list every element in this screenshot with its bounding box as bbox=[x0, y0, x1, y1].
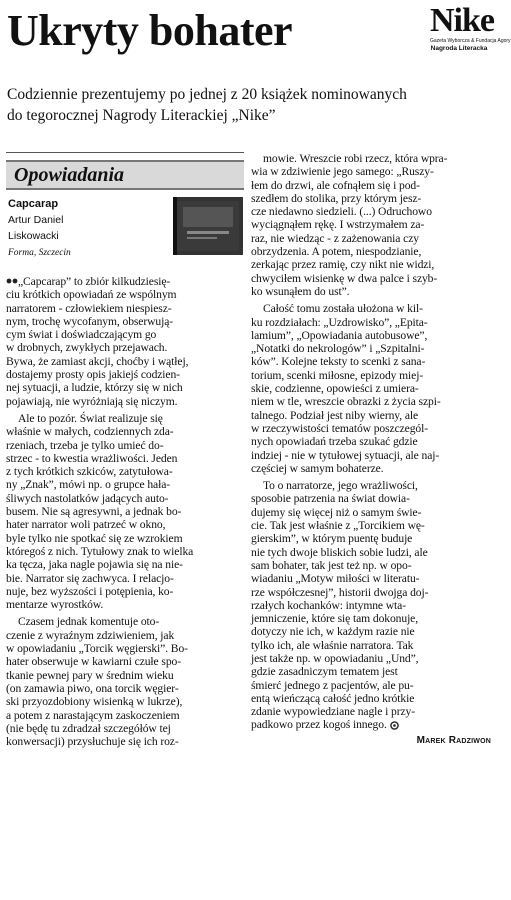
text-line bbox=[251, 272, 491, 285]
text-line bbox=[251, 652, 491, 665]
text-line-content: entą wieńczącą całość jedno krótkie bbox=[251, 691, 415, 705]
text-line-content: jest także np. w opowiadaniu „Und”, bbox=[251, 651, 419, 665]
text-line bbox=[251, 329, 491, 342]
text-line bbox=[6, 368, 244, 381]
text-line bbox=[6, 355, 244, 368]
text-line-content: talnego. Podział jest niby wierny, ale bbox=[251, 408, 419, 422]
text-line-content: wia w zdziwienie jego samego: „Ruszy- bbox=[251, 165, 434, 179]
text-line bbox=[251, 205, 491, 218]
lead-line: do tegorocznej Nagrody Literackiej „Nike” bbox=[7, 107, 276, 124]
text-line-content: nych opowiadań trzeba szukać gdzie bbox=[251, 435, 418, 449]
article-lead bbox=[7, 84, 487, 128]
text-line bbox=[251, 369, 491, 382]
text-line-content: cym świat i doświadczającym go bbox=[6, 328, 157, 342]
text-line bbox=[6, 288, 244, 301]
text-line bbox=[6, 629, 244, 642]
text-line bbox=[251, 245, 491, 258]
text-line-content: ny „Znak”, mówi np. o grupce hała- bbox=[6, 478, 171, 492]
text-line bbox=[6, 598, 244, 611]
text-line bbox=[251, 559, 491, 572]
text-line-content: a potem z narastającym zaskoczeniem bbox=[6, 708, 180, 722]
text-line bbox=[6, 545, 244, 558]
text-line-content: Czasem jednak komentuje oto- bbox=[18, 615, 160, 629]
text-line bbox=[251, 506, 491, 519]
text-line-content: ka tęcza, jaka nagle pojawia się na nie- bbox=[6, 558, 183, 572]
text-line-content: cie. Tak jest właśnie z „Torcikiem wę- bbox=[251, 519, 425, 533]
text-line-content: torium, scenki miłosne, epizody miej- bbox=[251, 368, 424, 382]
logo-tagline: Gazeta Wyborcza & Fundacja Agory bbox=[430, 38, 511, 44]
text-line-content: dostajemy prosty opis jakiejś codzien- bbox=[6, 368, 180, 382]
text-line-content: byle tylko nie spotkać się ze wzrokiem bbox=[6, 531, 183, 545]
text-line bbox=[6, 425, 244, 438]
author-byline: Marek Radziwon bbox=[416, 734, 491, 746]
text-line-content: tkanie pewnej pary w średnim wieku bbox=[6, 668, 174, 682]
lead-line: Codziennie prezentujemy po jednej z 20 książek nominowanych bbox=[7, 86, 407, 103]
author-line: Liskowacki bbox=[8, 230, 59, 242]
text-line bbox=[251, 625, 491, 638]
text-line bbox=[251, 639, 491, 652]
text-line bbox=[251, 302, 491, 315]
text-line bbox=[251, 192, 491, 205]
text-line bbox=[251, 422, 491, 435]
text-line-content: skie, codzienne, opowieści z umiera- bbox=[251, 382, 419, 396]
text-line-content: rzeniach, trzeba je tylko umieć do- bbox=[6, 438, 164, 452]
text-line bbox=[251, 258, 491, 271]
text-line bbox=[6, 381, 244, 394]
text-line bbox=[251, 612, 491, 625]
text-line-content: ków”. Kolejne teksty to scenki z sana- bbox=[251, 355, 426, 369]
text-line-content: dujemy się więcej niż o samym świe- bbox=[251, 505, 422, 519]
text-line-content: wiadaniu „Motyw miłości w literatu- bbox=[251, 572, 420, 586]
text-line-content: w drobnych, zwykłych przejawach. bbox=[6, 341, 168, 355]
text-line-content: konwersacji) przysłuchuje się ich roz- bbox=[6, 735, 179, 749]
text-line-content: w opowiadaniu „Torcik węgierski”. Bo- bbox=[6, 642, 188, 656]
text-line-content: indziej - nie w tytułowej sytuacji, ale naj- bbox=[251, 448, 440, 462]
right-column bbox=[251, 152, 491, 748]
text-line-content: zdanie wypowiedziane nagle i przy- bbox=[251, 705, 415, 719]
end-of-article-icon bbox=[390, 721, 399, 730]
text-line bbox=[6, 585, 244, 598]
text-line-content: tylko ich, ale właśnie narratora. Tak bbox=[251, 638, 414, 652]
book-info-box bbox=[6, 152, 244, 266]
text-line-content: jemniczenie, które się tam dokonuje, bbox=[251, 612, 419, 626]
text-line bbox=[6, 615, 244, 628]
text-line bbox=[251, 492, 491, 505]
text-line-content: mentarze wyrostków. bbox=[6, 598, 104, 612]
text-line-content: ciu krótkich opowiadań ze wspólnym bbox=[6, 288, 177, 302]
text-line-content: cze niedawno siedzieli. (...) Odruchowo bbox=[251, 205, 432, 219]
text-line bbox=[6, 505, 244, 518]
text-line bbox=[251, 152, 491, 165]
text-line-content: nej sytuacji, a ludzie, którzy się w nich bbox=[6, 381, 183, 395]
text-line bbox=[251, 462, 491, 475]
text-line bbox=[251, 705, 491, 718]
text-line-content: padkowo przez kogoś innego. bbox=[251, 718, 387, 732]
text-line bbox=[251, 218, 491, 231]
text-line bbox=[6, 722, 244, 735]
text-line bbox=[6, 572, 244, 585]
text-line-content: bie. Narrator się zachwyca. I relacjo- bbox=[6, 571, 174, 585]
text-line bbox=[251, 179, 491, 192]
text-line bbox=[6, 315, 244, 328]
right-body-text bbox=[251, 152, 491, 732]
book-title: Capcarap bbox=[8, 198, 59, 210]
text-line bbox=[6, 395, 244, 408]
text-line bbox=[251, 586, 491, 599]
text-line bbox=[251, 435, 491, 448]
text-line-content: lamium”, „Opowiadania autobusowe”, bbox=[251, 328, 428, 342]
text-line-content: nuje, bez wyższości i potępienia, ko- bbox=[6, 584, 174, 598]
text-line bbox=[251, 355, 491, 368]
text-line bbox=[251, 449, 491, 462]
text-line bbox=[6, 669, 244, 682]
text-line bbox=[251, 232, 491, 245]
text-line bbox=[251, 342, 491, 355]
text-line bbox=[251, 479, 491, 492]
text-line bbox=[6, 532, 244, 545]
text-line-content: wyciągnąłem rękę. I wstrzymałem za- bbox=[251, 218, 425, 232]
author-line: Artur Daniel bbox=[8, 214, 64, 226]
text-line-content: sposobie patrzenia na świat dowia- bbox=[251, 492, 410, 506]
text-line bbox=[6, 452, 244, 465]
text-line-content: śliwych nastolatków jadących auto- bbox=[6, 491, 169, 505]
text-line-content: chwyciłem wisienkę w dwa palce i szyb- bbox=[251, 271, 438, 285]
text-line-content: z tych krótkich szkiców, zatytułowa- bbox=[6, 465, 173, 479]
text-line-content: gierskim”, w którym puentę buduje bbox=[251, 532, 413, 546]
text-line bbox=[251, 409, 491, 422]
text-line-content: pojawiają, nie wyróżniają się niczym. bbox=[6, 394, 178, 408]
text-line bbox=[6, 695, 244, 708]
text-line bbox=[6, 558, 244, 571]
text-line bbox=[6, 478, 244, 491]
text-line-content: „Capcarap” to zbiór kilkudziesię- bbox=[18, 275, 171, 288]
text-line-content: ko wsunąłem do ust”. bbox=[251, 284, 350, 298]
text-line-content: mowie. Wreszcie robi rzecz, która wpra- bbox=[263, 152, 448, 165]
text-line-content: gdzie zasadniczym tematem jest bbox=[251, 665, 398, 679]
text-line bbox=[251, 665, 491, 678]
text-line-content: (nie będę tu zdradzał szczegółów tej bbox=[6, 721, 171, 735]
text-line-content: strzec - to kwestia wrażliwości. Jeden bbox=[6, 451, 178, 465]
text-line-content: ski przyozdobiony wisienką w lukrze), bbox=[6, 695, 183, 709]
paragraph-start-bullet-icon bbox=[6, 278, 18, 284]
text-line-content: śmierć jednego z pacjentów, ale pu- bbox=[251, 678, 414, 692]
text-line-content: czenie z wyraźnym zdziwieniem, jak bbox=[6, 628, 175, 642]
text-line-content: któregoś z nich. Tytułowy znak to wielka bbox=[6, 544, 194, 558]
text-line bbox=[251, 599, 491, 612]
text-line-content: zerkając przez ramię, czy nikt nie widzi, bbox=[251, 258, 435, 272]
text-line bbox=[251, 692, 491, 705]
text-line bbox=[251, 519, 491, 532]
text-line bbox=[6, 709, 244, 722]
text-line-content: nie tych dwoje bliskich sobie ludzi, ale bbox=[251, 545, 428, 559]
text-line-content: sam bohater, tak jest też np. w opo- bbox=[251, 558, 412, 572]
text-line-content: narratorem - człowiekiem niespiesz- bbox=[6, 301, 172, 315]
text-line-content: To o narratorze, jego wrażliwości, bbox=[263, 479, 418, 493]
book-author bbox=[8, 212, 63, 244]
text-line-content: dotyczy nie ich, w każdym razie nie bbox=[251, 625, 415, 639]
text-line-content: rzałych kochanków: intymne wta- bbox=[251, 598, 406, 612]
text-line bbox=[6, 655, 244, 668]
text-line bbox=[251, 679, 491, 692]
logo-subtitle: Nagroda Literacka bbox=[430, 45, 488, 52]
text-line bbox=[6, 328, 244, 341]
text-line-content: „Notatki do nekrologów” i „Szpitalni- bbox=[251, 342, 425, 356]
text-line-content: właśnie w małych, codziennych zda- bbox=[6, 425, 174, 439]
text-line bbox=[6, 341, 244, 354]
book-publisher: Forma, Szczecin bbox=[8, 248, 71, 258]
left-body-text bbox=[6, 275, 244, 748]
text-line-content: Całość tomu została ułożona w kil- bbox=[263, 302, 423, 316]
text-line bbox=[251, 285, 491, 298]
text-line bbox=[6, 735, 244, 748]
text-line-content: obrzydzenia. A potem, niespodzianie, bbox=[251, 245, 422, 259]
text-line bbox=[6, 492, 244, 505]
text-line bbox=[251, 532, 491, 545]
text-line-content: niem w tle, wreszcie obrazki z życia szpi- bbox=[251, 395, 441, 409]
text-line bbox=[251, 718, 491, 731]
text-line bbox=[251, 165, 491, 178]
left-column bbox=[6, 152, 244, 748]
text-line-content: (on zamawia piwo, ona torcik węgier- bbox=[6, 681, 179, 695]
text-line bbox=[251, 546, 491, 559]
text-line bbox=[6, 275, 244, 288]
text-line-content: nym, trochę wycofanym, obserwują- bbox=[6, 314, 174, 328]
text-line bbox=[6, 642, 244, 655]
text-line-content: częściej w samym bohaterze. bbox=[251, 461, 384, 475]
text-line-content: w rzeczywistości tematów poszczegól- bbox=[251, 421, 428, 435]
logo-word: Nike bbox=[430, 2, 494, 39]
text-line bbox=[6, 465, 244, 478]
section-title: Opowiadania bbox=[6, 160, 244, 190]
text-line bbox=[6, 302, 244, 315]
nike-logo bbox=[430, 2, 511, 62]
text-line-content: łem do drzwi, ale cofnąłem się i pod- bbox=[251, 178, 420, 192]
text-line-content: hater narrator woli patrzeć w okno, bbox=[6, 518, 166, 532]
text-line bbox=[6, 412, 244, 425]
text-line-content: ku rozdziałach: „Uzdrowisko”, „Epita- bbox=[251, 315, 428, 329]
text-line-content: Bywa, że zamiast akcji, choćby i wątłej, bbox=[6, 354, 189, 368]
text-line-content: Ale to pozór. Świat realizuje się bbox=[18, 411, 163, 425]
text-line-content: busem. Nie są agresywni, a jednak bo- bbox=[6, 505, 182, 519]
book-cover-image bbox=[173, 197, 243, 255]
text-line bbox=[251, 316, 491, 329]
text-line bbox=[6, 439, 244, 452]
text-line bbox=[6, 518, 244, 531]
text-line bbox=[6, 682, 244, 695]
text-line-content: rze współczesnej”, historii dwojga doj- bbox=[251, 585, 429, 599]
text-line bbox=[251, 395, 491, 408]
article-title: Ukryty bohater bbox=[7, 6, 293, 55]
text-line bbox=[251, 382, 491, 395]
text-line-content: hater obserwuje w kawiarni czułe spo- bbox=[6, 655, 181, 669]
text-line-content: raz, nie wiedząc - z zażenowania czy bbox=[251, 231, 419, 245]
text-line bbox=[251, 572, 491, 585]
text-line-content: szedłem do stolika, przy którym jesz- bbox=[251, 191, 422, 205]
